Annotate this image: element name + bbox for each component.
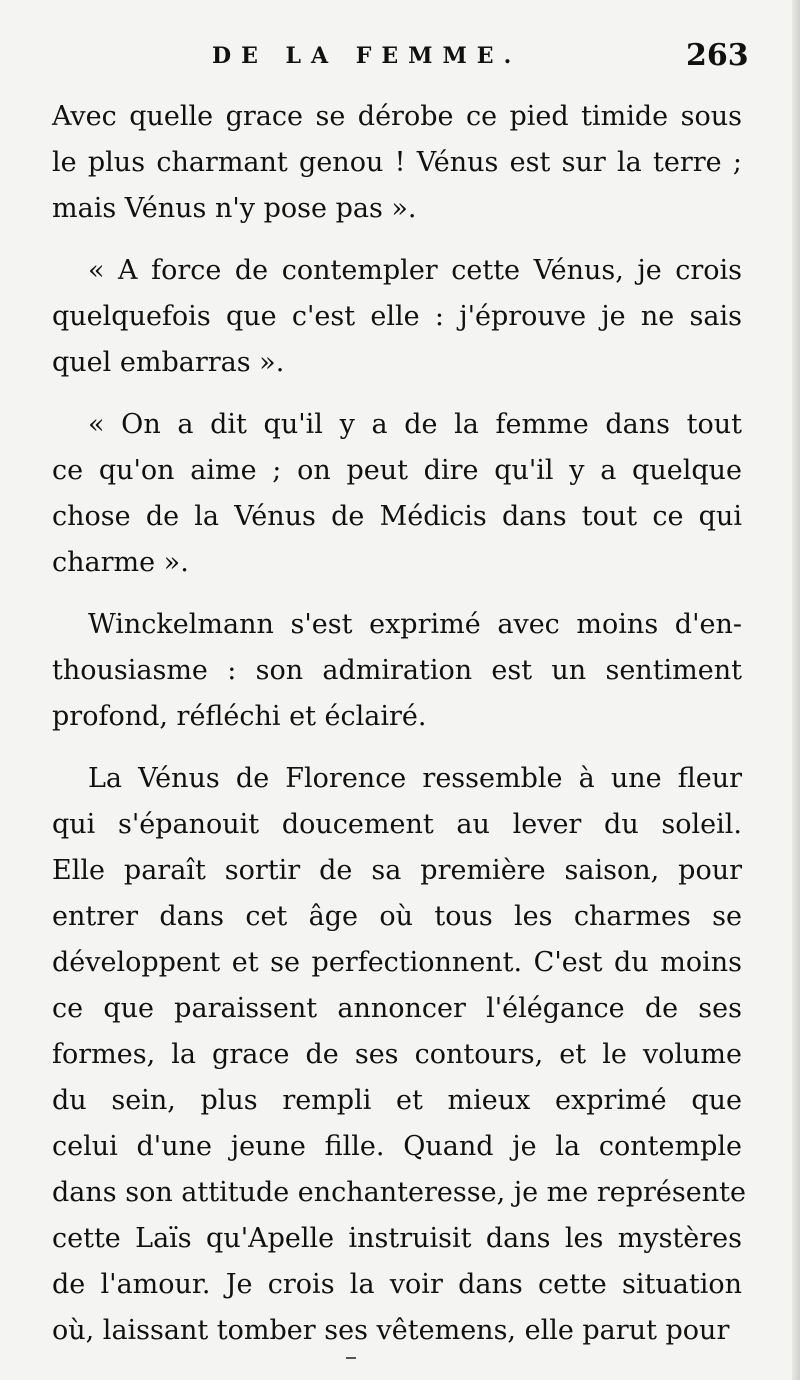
text-line: Elle paraît sortir de sa première saison, pour <box>52 855 742 886</box>
text-line: quelquefois que c'est elle : j'éprouve je ne sais <box>52 301 742 332</box>
paragraph <box>52 94 742 232</box>
text-line: celui d'une jeune fille. Quand je la contemple <box>52 1131 742 1162</box>
text-line: qui s'épanouit doucement au lever du soleil. <box>52 809 742 840</box>
text-line: « On a dit qu'il y a de la femme dans tout <box>88 409 742 440</box>
text-line: dans son attitude enchanteresse, je me représente <box>52 1177 746 1208</box>
text-line: profond, réfléchi et éclairé. <box>52 701 427 732</box>
text-line: quel embarras ». <box>52 347 285 378</box>
paragraph <box>52 248 742 386</box>
text-line: Winckelmann s'est exprimé avec moins d'en- <box>88 609 742 640</box>
text-line: cette Laïs qu'Apelle instruisit dans les mystères <box>52 1223 742 1254</box>
running-head: DE LA FEMME. <box>212 43 522 69</box>
text-line: Avec quelle grace se dérobe ce pied timide sous <box>52 101 742 132</box>
paragraph <box>52 756 746 1354</box>
paragraph <box>52 402 742 586</box>
text-line: ce qu'on aime ; on peut dire qu'il y a quelque <box>52 455 742 486</box>
text-line: développent et se perfectionnent. C'est du moins <box>52 947 742 978</box>
text-line: du sein, plus rempli et mieux exprimé que <box>52 1085 742 1116</box>
body-text <box>52 94 746 1370</box>
text-line: mais Vénus n'y pose pas ». <box>52 193 417 224</box>
footer-mark <box>346 1357 356 1359</box>
text-line: de l'amour. Je crois la voir dans cette situation <box>52 1269 742 1300</box>
text-line: « A force de contempler cette Vénus, je crois <box>88 255 742 286</box>
text-line: ce que paraissent annoncer l'élégance de ses <box>52 993 742 1024</box>
page-edge <box>792 0 800 1380</box>
text-line: le plus charmant genou ! Vénus est sur la terre ; <box>52 147 742 178</box>
text-line: chose de la Vénus de Médicis dans tout ce qui <box>52 501 742 532</box>
paragraph <box>52 602 742 740</box>
text-line: thousiasme : son admiration est un sentiment <box>52 655 742 686</box>
text-line: charme ». <box>52 547 189 578</box>
page-number: 263 <box>686 38 749 73</box>
page-header <box>0 38 800 78</box>
text-line: entrer dans cet âge où tous les charmes se <box>52 901 742 932</box>
text-line: formes, la grace de ses contours, et le volume <box>52 1039 742 1070</box>
text-line: La Vénus de Florence ressemble à une fleur <box>88 763 742 794</box>
text-line: où, laissant tomber ses vêtemens, elle parut pour <box>52 1315 730 1346</box>
